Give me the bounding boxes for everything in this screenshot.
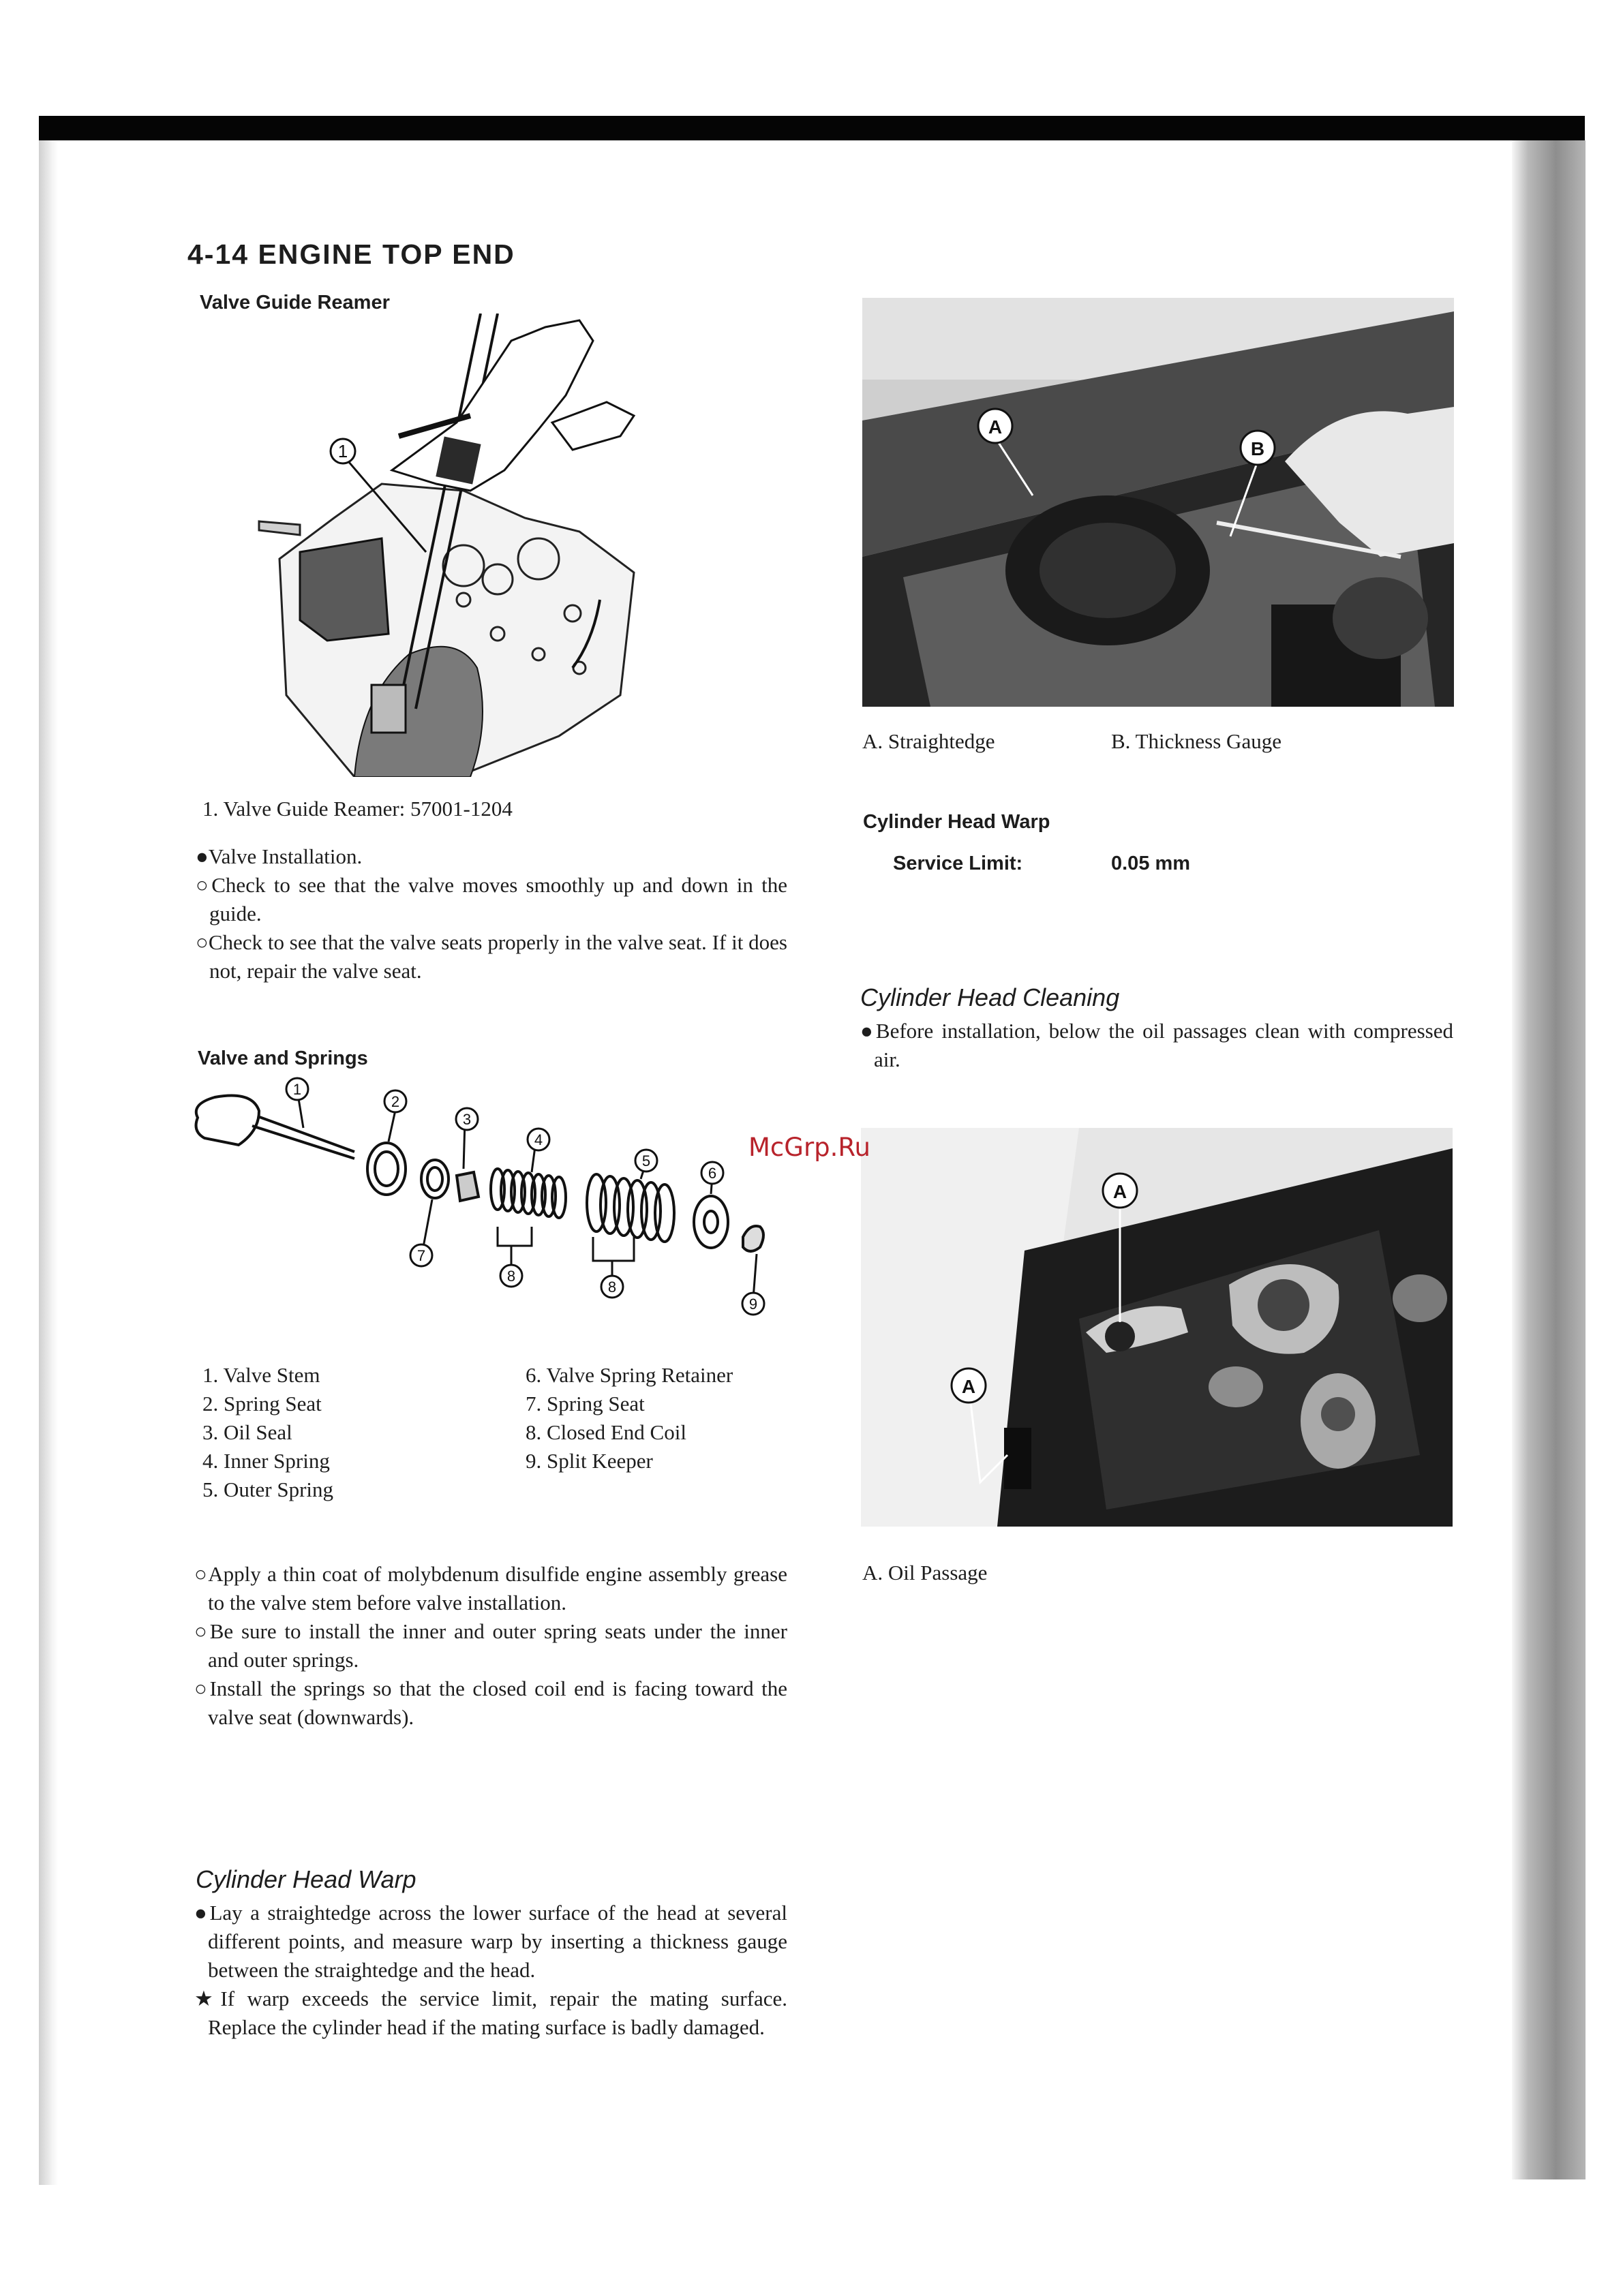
legend-item: 8. Closed End Coil [526,1420,686,1444]
legend-item: 1. Valve Stem [202,1363,320,1387]
spring-paragraph-3: ○Install the springs so that the closed coil end is facing toward the valve seat (downwards). [194,1677,787,1729]
springs-callout-6: 6 [708,1165,717,1182]
scan-top-border [39,116,1585,140]
scan-binding-shadow [1512,140,1586,2179]
reamer-caption: Valve Guide Reamer [200,292,390,313]
springs-callout-9: 9 [748,1296,758,1313]
warp-paragraph-2: ★If warp exceeds the service limit, repair the mating surface. Replace the cylinder head if the mating surface is badly damaged. [194,1987,787,2039]
spring-install-paragraphs [194,1560,787,1732]
springs-legend-left [202,1361,333,1504]
photo1-label-b: B [1250,438,1265,459]
spring-paragraph-1: ○Apply a thin coat of molybdenum disulfide engine assembly grease to the valve stem before valve installation. [194,1562,787,1614]
springs-callout-7: 7 [416,1247,426,1264]
warp-heading: Cylinder Head Warp [196,1865,416,1893]
warp-paragraphs [194,1899,787,2042]
reamer-callout-label: 1 [337,441,348,461]
legend-item: 5. Outer Spring [202,1478,334,1501]
photo2-label-a2: A [961,1376,976,1397]
oil-passage-photo [861,1128,1453,1527]
warp-paragraph-1: ●Lay a straightedge across the lower surface of the head at several different points, and measure warp by inserting a thickness gauge between the straightedge and the head. [194,1901,787,1982]
page-heading: 4-14 ENGINE TOP END [187,239,515,270]
springs-callout-5: 5 [641,1152,651,1169]
reamer-callout [328,436,358,466]
springs-callout-8a: 8 [506,1268,516,1285]
photo2-caption: A. Oil Passage [862,1561,988,1585]
valve-guide-reamer-illustration [252,313,661,777]
springs-callout-4: 4 [534,1131,543,1148]
photo1-caption-a: A. Straightedge [862,729,995,753]
photo2-label-a1: A [1112,1181,1127,1202]
spec-value: 0.05 mm [1111,853,1191,874]
valve-springs-diagram [184,1077,798,1336]
spec-label: Service Limit: [893,853,1023,874]
legend-item: 6. Valve Spring Retainer [526,1363,733,1387]
photo1-label-a: A [988,416,1003,438]
legend-item: 9. Split Keeper [526,1449,653,1473]
legend-item: 7. Spring Seat [526,1392,645,1415]
spring-paragraph-2: ○Be sure to install the inner and outer spring seats under the inner and outer springs. [194,1619,787,1672]
install-paragraph-2: ○Check to see that the valve moves smoothly up and down in the guide. [196,873,787,925]
watermark: McGrp.Ru [748,1133,870,1162]
install-paragraphs [196,842,787,985]
cleaning-paragraph-wrap [860,1017,1453,1074]
cleaning-paragraph: ●Before installation, below the oil passages clean with compressed air. [860,1019,1453,1071]
reamer-legend: 1. Valve Guide Reamer: 57001-1204 [202,797,513,821]
cleaning-heading: Cylinder Head Cleaning [860,983,1120,1011]
spec-title: Cylinder Head Warp [863,811,1050,833]
springs-callout-3: 3 [462,1111,472,1128]
springs-callout-8b: 8 [607,1279,617,1296]
scan-right-margin [1586,116,1623,2188]
springs-callout-2: 2 [391,1093,400,1110]
photo1-caption-b: B. Thickness Gauge [1111,729,1281,753]
legend-item: 2. Spring Seat [202,1392,322,1415]
install-paragraph-3: ○Check to see that the valve seats properly in the valve seat. If it does not, repair the valve seat. [196,930,787,983]
springs-legend-right [526,1361,733,1475]
springs-caption: Valve and Springs [198,1047,368,1069]
install-paragraph-1: ●Valve Installation. [196,844,363,868]
springs-callout-1: 1 [292,1081,302,1098]
straightedge-photo [862,298,1454,707]
legend-item: 3. Oil Seal [202,1420,292,1444]
legend-item: 4. Inner Spring [202,1449,330,1473]
scan-left-edge [39,140,58,2185]
